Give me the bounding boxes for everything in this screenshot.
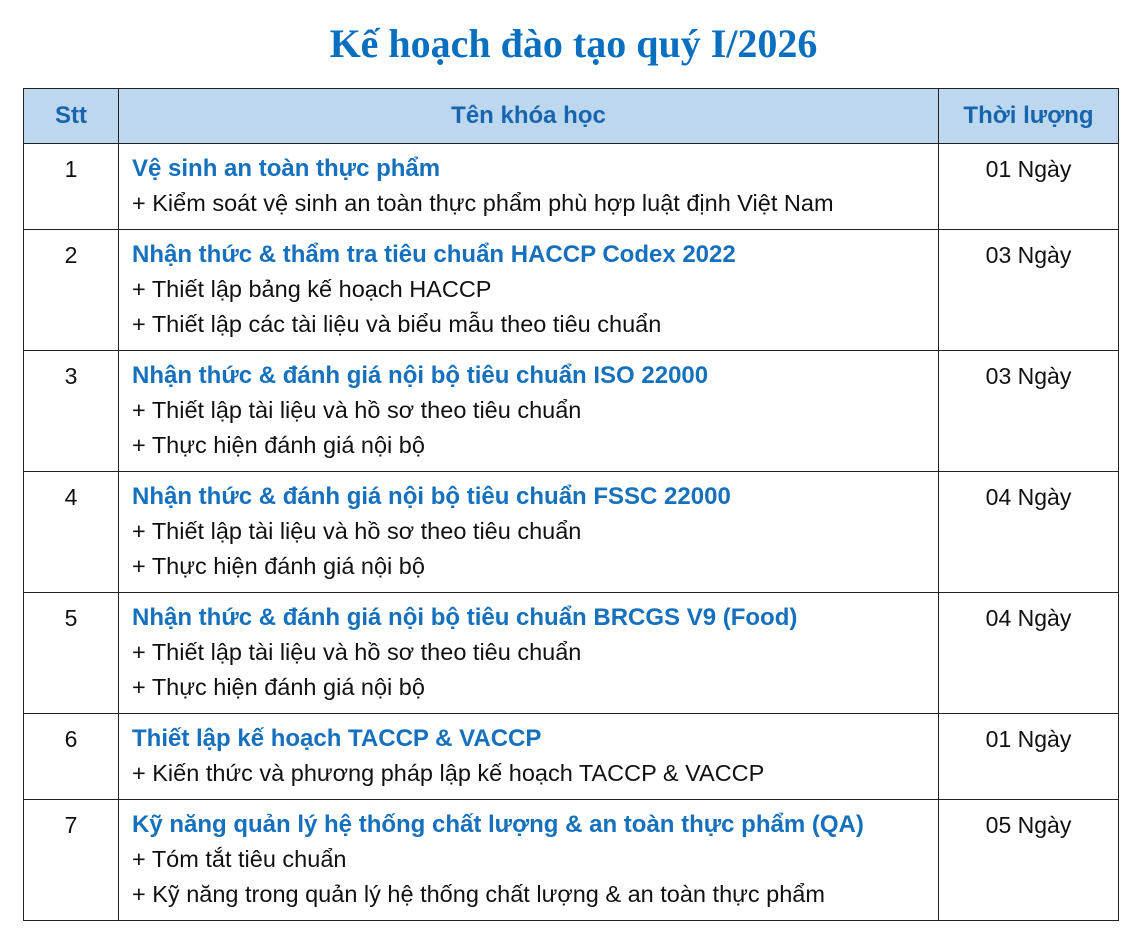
- course-detail: + Thiết lập tài liệu và hồ sơ theo tiêu chuẩn: [132, 397, 582, 423]
- table-row: [24, 800, 1119, 921]
- table-row: [24, 230, 1119, 351]
- row-duration: 01 Ngày: [939, 714, 1119, 800]
- course-detail: + Kiểm soát vệ sinh an toàn thực phẩm phù hợp luật định Việt Nam: [132, 190, 834, 216]
- row-course: [119, 472, 939, 593]
- row-stt: 7: [24, 800, 119, 921]
- course-detail: + Kiến thức và phương pháp lập kế hoạch TACCP & VACCP: [132, 760, 765, 786]
- course-detail: + Thực hiện đánh giá nội bộ: [132, 553, 425, 579]
- table-header-row: [24, 89, 1119, 144]
- row-duration: 05 Ngày: [939, 800, 1119, 921]
- course-detail: + Thiết lập các tài liệu và biểu mẫu theo tiêu chuẩn: [132, 311, 662, 337]
- row-duration: 04 Ngày: [939, 593, 1119, 714]
- course-title: Vệ sinh an toàn thực phẩm: [132, 155, 441, 182]
- course-title: Kỹ năng quản lý hệ thống chất lượng & an toàn thực phẩm (QA): [132, 811, 864, 838]
- table-row: [24, 144, 1119, 230]
- row-duration: 01 Ngày: [939, 144, 1119, 230]
- course-title: Nhận thức & đánh giá nội bộ tiêu chuẩn ISO 22000: [132, 362, 709, 389]
- course-detail: + Thiết lập tài liệu và hồ sơ theo tiêu chuẩn: [132, 518, 582, 544]
- course-detail: + Tóm tắt tiêu chuẩn: [132, 846, 347, 872]
- table-row: [24, 593, 1119, 714]
- row-stt: 5: [24, 593, 119, 714]
- header-duration: Thời lượng: [939, 89, 1119, 144]
- table-row: [24, 472, 1119, 593]
- row-course: [119, 230, 939, 351]
- row-stt: 1: [24, 144, 119, 230]
- course-title: Nhận thức & thẩm tra tiêu chuẩn HACCP Codex 2022: [132, 241, 736, 268]
- course-title: Thiết lập kế hoạch TACCP & VACCP: [132, 725, 542, 752]
- course-detail: + Kỹ năng trong quản lý hệ thống chất lượng & an toàn thực phẩm: [132, 881, 825, 907]
- course-title: Nhận thức & đánh giá nội bộ tiêu chuẩn FSSC 22000: [132, 483, 731, 510]
- header-stt: Stt: [24, 89, 119, 144]
- row-stt: 4: [24, 472, 119, 593]
- header-course-name: Tên khóa học: [119, 89, 939, 144]
- row-course: [119, 800, 939, 921]
- course-detail: + Thực hiện đánh giá nội bộ: [132, 674, 425, 700]
- table-row: [24, 714, 1119, 800]
- page-title: Kế hoạch đào tạo quý I/2026: [329, 21, 818, 66]
- table-row: [24, 351, 1119, 472]
- course-detail: + Thực hiện đánh giá nội bộ: [132, 432, 425, 458]
- row-course: [119, 714, 939, 800]
- training-plan-table: [23, 88, 1119, 921]
- course-title: Nhận thức & đánh giá nội bộ tiêu chuẩn BRCGS V9 (Food): [132, 604, 798, 631]
- row-course: [119, 593, 939, 714]
- row-stt: 3: [24, 351, 119, 472]
- row-duration: 03 Ngày: [939, 230, 1119, 351]
- course-detail: + Thiết lập tài liệu và hồ sơ theo tiêu chuẩn: [132, 639, 582, 665]
- row-course: [119, 351, 939, 472]
- course-detail: + Thiết lập bảng kế hoạch HACCP: [132, 276, 492, 302]
- row-stt: 6: [24, 714, 119, 800]
- row-course: [119, 144, 939, 230]
- row-duration: 04 Ngày: [939, 472, 1119, 593]
- row-duration: 03 Ngày: [939, 351, 1119, 472]
- row-stt: 2: [24, 230, 119, 351]
